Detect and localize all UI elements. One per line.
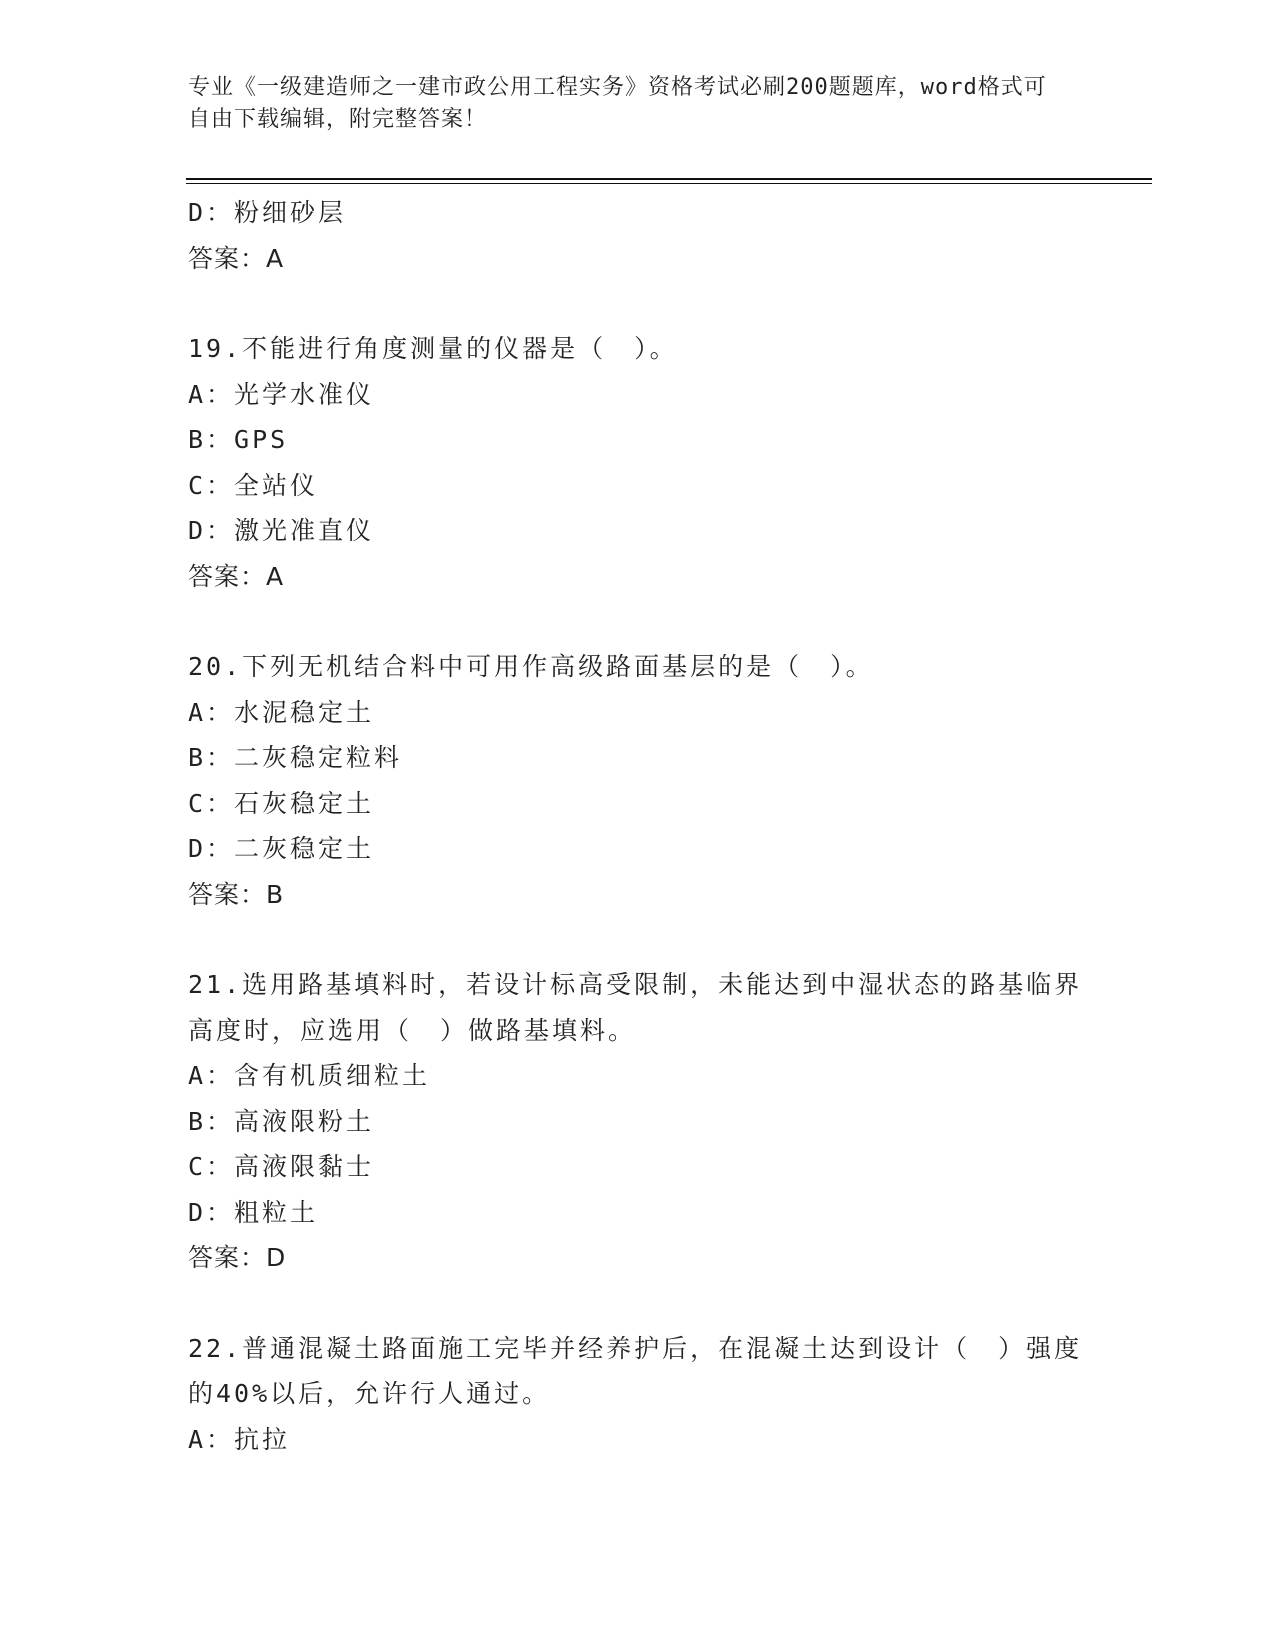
option-b: B：高液限粉土 (188, 1106, 375, 1136)
option-c: C：高液限黏士 (188, 1152, 375, 1181)
document-header: 专业《一级建造师之一建市政公用工程实务》资格考试必刷200题题库，word格式可自由下载编辑，附完整答案！ (188, 75, 1047, 132)
option-a: A：水泥稳定土 (188, 697, 375, 727)
option-d: D：激光准直仪 (188, 516, 375, 545)
option-b: B：GPS (188, 425, 289, 454)
option-c: C：全站仪 (188, 470, 319, 500)
question-19 (188, 326, 1088, 599)
option-d: D：二灰稳定土 (188, 834, 375, 863)
carryover-block (188, 190, 1088, 281)
header-rule-thick (186, 178, 1152, 180)
option-d: D：粉细砂层 (188, 198, 347, 227)
question-stem: 20.下列无机结合料中可用作高级路面基层的是（ ）。 (188, 652, 874, 681)
question-stem: 22.普通混凝土路面施工完毕并经养护后，在混凝土达到设计（ ）强度的40%以后，允许行人通过。 (188, 1333, 1083, 1408)
question-22 (188, 1326, 1088, 1463)
option-a: A：光学水准仪 (188, 379, 375, 409)
question-stem: 19.不能进行角度测量的仪器是（ ）。 (188, 334, 678, 363)
question-21 (188, 962, 1088, 1281)
option-a: A：含有机质细粒土 (188, 1061, 431, 1090)
option-a: A：抗拉 (188, 1424, 291, 1454)
option-c: C：石灰稳定土 (188, 788, 375, 818)
document-body (188, 190, 1088, 1462)
answer: 答案：B (188, 879, 285, 909)
option-d: D：粗粒土 (188, 1197, 319, 1227)
answer: 答案：A (188, 243, 285, 273)
answer: 答案：A (188, 561, 285, 591)
option-b: B：二灰稳定粒料 (188, 743, 403, 772)
answer: 答案：D (188, 1243, 287, 1272)
header-rule-thin (186, 183, 1152, 184)
question-stem: 21.选用路基填料时，若设计标高受限制，未能达到中湿状态的路基临界高度时，应选用（ ）做路基填料。 (188, 970, 1083, 1045)
question-20 (188, 644, 1088, 917)
